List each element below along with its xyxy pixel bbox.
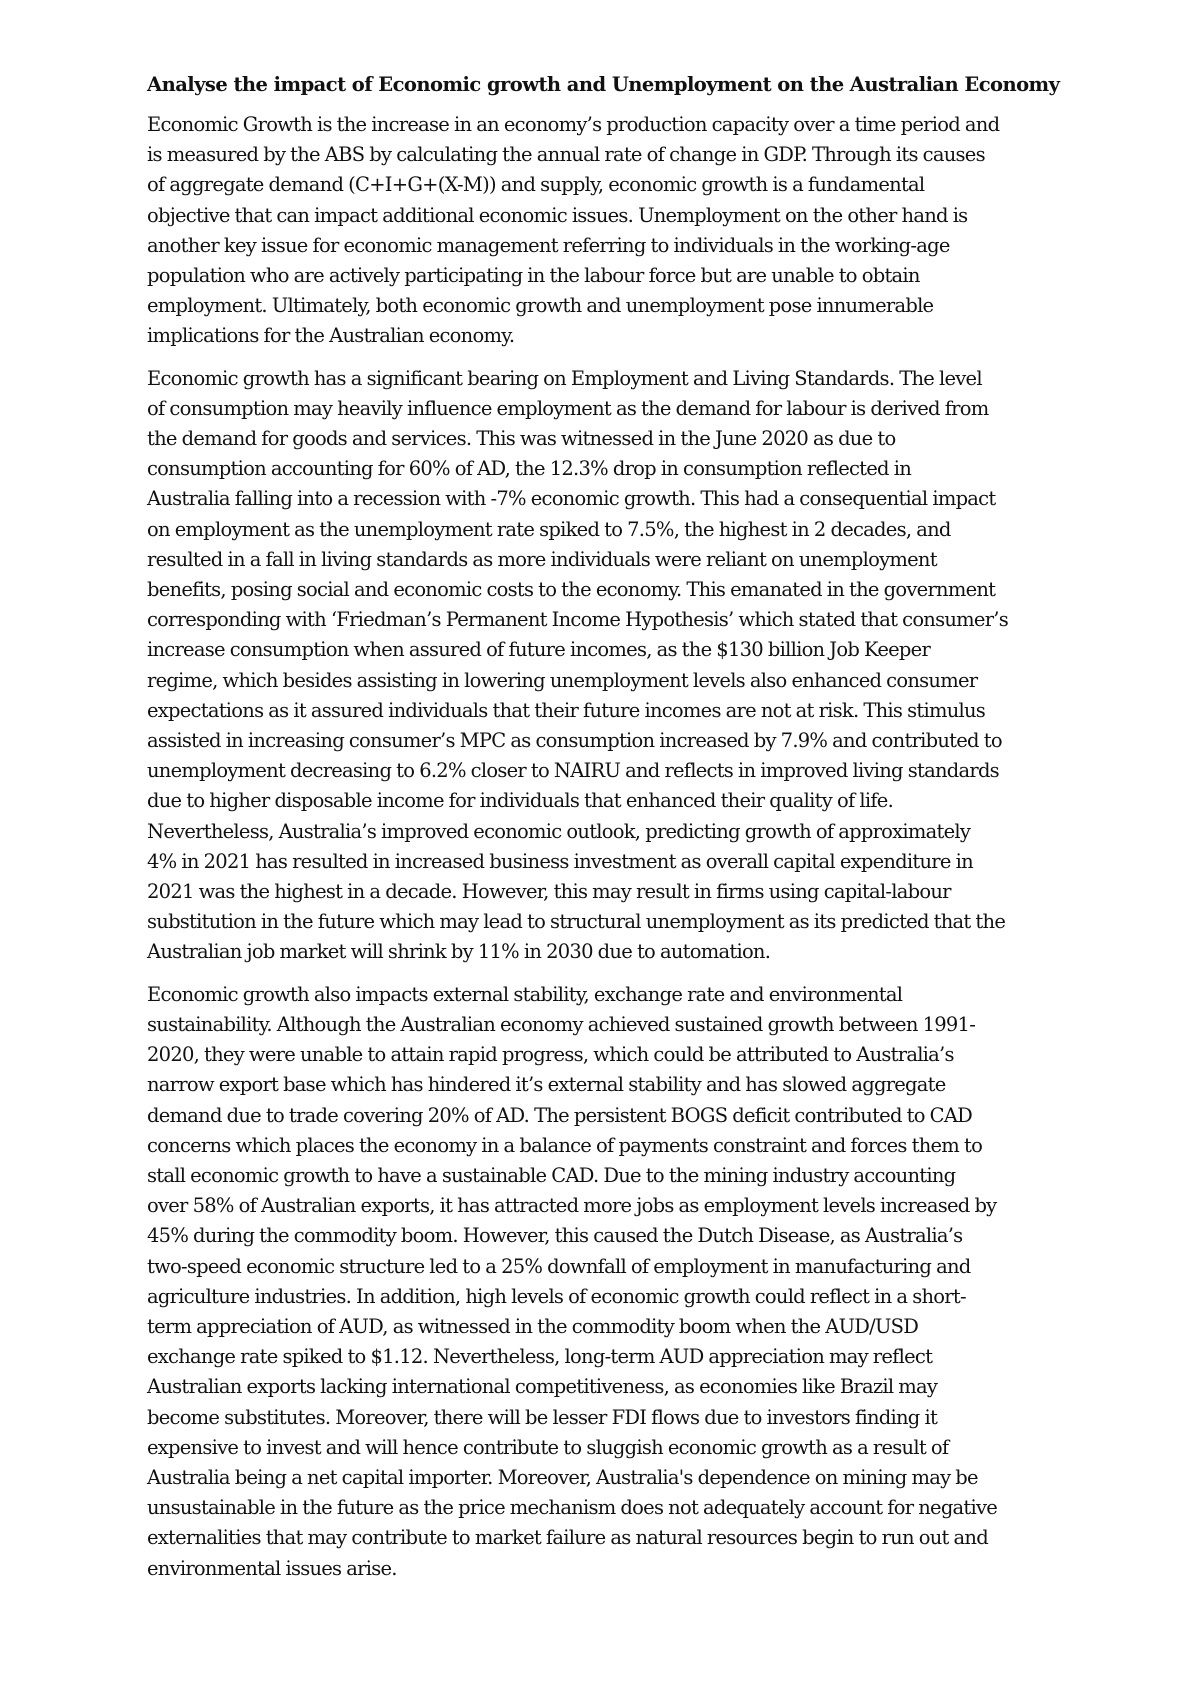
text-line: term appreciation of AUD, as witnessed in the commodity boom when the AUD/USD	[147, 1314, 919, 1338]
text-line: of aggregate demand (C+I+G+(X-M)) and supply, economic growth is a fundamental	[147, 173, 925, 197]
text-line: narrow export base which has hindered it’s external stability and has slowed aggregate	[147, 1073, 946, 1097]
text-line: due to higher disposable income for individuals that enhanced their quality of life.	[147, 789, 894, 813]
text-line: the demand for goods and services. This was witnessed in the June 2020 as due to	[147, 427, 896, 451]
text-line: resulted in a fall in living standards as more individuals were reliant on unemployment	[147, 547, 937, 571]
text-line: unsustainable in the future as the price mechanism does not adequately account for negative	[147, 1496, 998, 1520]
text-line: Australia falling into a recession with -7% economic growth. This had a consequential impact	[147, 487, 996, 511]
text-line: become substitutes. Moreover, there will be lesser FDI flows due to investors finding it	[147, 1405, 938, 1429]
text-line: unemployment decreasing to 6.2% closer to NAIRU and reflects in improved living standards	[147, 759, 999, 783]
text-line: externalities that may contribute to market failure as natural resources begin to run out and	[147, 1526, 988, 1550]
text-line: regime, which besides assisting in lowering unemployment levels also enhanced consumer	[147, 668, 978, 692]
text-line: 2020, they were unable to attain rapid progress, which could be attributed to Australia’s	[147, 1043, 954, 1067]
text-line: assisted in increasing consumer’s MPC as consumption increased by 7.9% and contributed to	[147, 729, 1002, 753]
text-line: Nevertheless, Australia’s improved economic outlook, predicting growth of approximately	[147, 819, 971, 843]
text-line: employment. Ultimately, both economic growth and unemployment pose innumerable	[147, 294, 934, 318]
text-line: on employment as the unemployment rate spiked to 7.5%, the highest in 2 decades, and	[147, 517, 951, 541]
text-line: population who are actively participating in the labour force but are unable to obtain	[147, 264, 920, 288]
text-line: 4% in 2021 has resulted in increased business investment as overall capital expenditure in	[147, 849, 973, 873]
text-line: 45% during the commodity boom. However, this caused the Dutch Disease, as Australia’s	[147, 1224, 963, 1248]
document-title: Analyse the impact of Economic growth and Unemployment on the Australian Economy	[147, 73, 1060, 96]
text-line: exchange rate spiked to $1.12. Nevertheless, long-term AUD appreciation may reflect	[147, 1345, 933, 1369]
text-line: expectations as it assured individuals that their future incomes are not at risk. This stimulus	[147, 698, 986, 722]
text-line: Economic Growth is the increase in an economy’s production capacity over a time period and	[147, 113, 1000, 136]
text-line: corresponding with ‘Friedman’s Permanent Income Hypothesis’ which stated that consumer’s	[147, 608, 1008, 632]
text-line: Australian job market will shrink by 11% in 2030 due to automation.	[147, 940, 771, 964]
text-line: concerns which places the economy in a balance of payments constraint and forces them to	[147, 1133, 983, 1157]
text-line: sustainability. Although the Australian economy achieved sustained growth between 1991-	[147, 1012, 976, 1036]
paragraph-container	[147, 110, 1072, 1584]
text-line: expensive to invest and will hence contribute to sluggish economic growth as a result of	[147, 1435, 949, 1459]
text-line: two-speed economic structure led to a 25% downfall of employment in manufacturing and	[147, 1254, 971, 1278]
text-line: over 58% of Australian exports, it has attracted more jobs as employment levels increased by	[147, 1194, 997, 1218]
text-line: Australian exports lacking international competitiveness, as economies like Brazil may	[147, 1375, 938, 1399]
text-line: objective that can impact additional economic issues. Unemployment on the other hand is	[147, 203, 968, 227]
text-line: substitution in the future which may lead to structural unemployment as its predicted that the	[147, 910, 1006, 934]
paragraph-3	[147, 980, 1072, 1584]
text-line: consumption accounting for 60% of AD, the 12.3% drop in consumption reflected in	[147, 457, 912, 481]
text-line: Economic growth has a significant bearing on Employment and Living Standards. The level	[147, 366, 982, 390]
text-line: of consumption may heavily influence employment as the demand for labour is derived from	[147, 396, 989, 420]
text-line: 2021 was the highest in a decade. However, this may result in firms using capital-labour	[147, 880, 951, 904]
text-line: Australia being a net capital importer. Moreover, Australia's dependence on mining may be	[147, 1465, 978, 1489]
text-line: Economic growth also impacts external stability, exchange rate and environmental	[147, 982, 903, 1006]
text-line: is measured by the ABS by calculating the annual rate of change in GDP. Through its causes	[147, 143, 985, 167]
paragraph-1	[147, 110, 1072, 352]
paragraph-2	[147, 364, 1072, 968]
text-line: stall economic growth to have a sustainable CAD. Due to the mining industry accounting	[147, 1163, 956, 1187]
text-line: increase consumption when assured of future incomes, as the $130 billion Job Keeper	[147, 638, 931, 662]
text-line: implications for the Australian economy.	[147, 324, 515, 348]
text-line: agriculture industries. In addition, high levels of economic growth could reflect in a short-	[147, 1284, 966, 1308]
text-line: demand due to trade covering 20% of AD. The persistent BOGS deficit contributed to CAD	[147, 1103, 973, 1127]
text-line: environmental issues arise.	[147, 1556, 397, 1580]
text-line: benefits, posing social and economic costs to the economy. This emanated in the government	[147, 578, 996, 602]
document-body	[147, 70, 1072, 1596]
text-line: another key issue for economic management referring to individuals in the working-age	[147, 233, 950, 257]
